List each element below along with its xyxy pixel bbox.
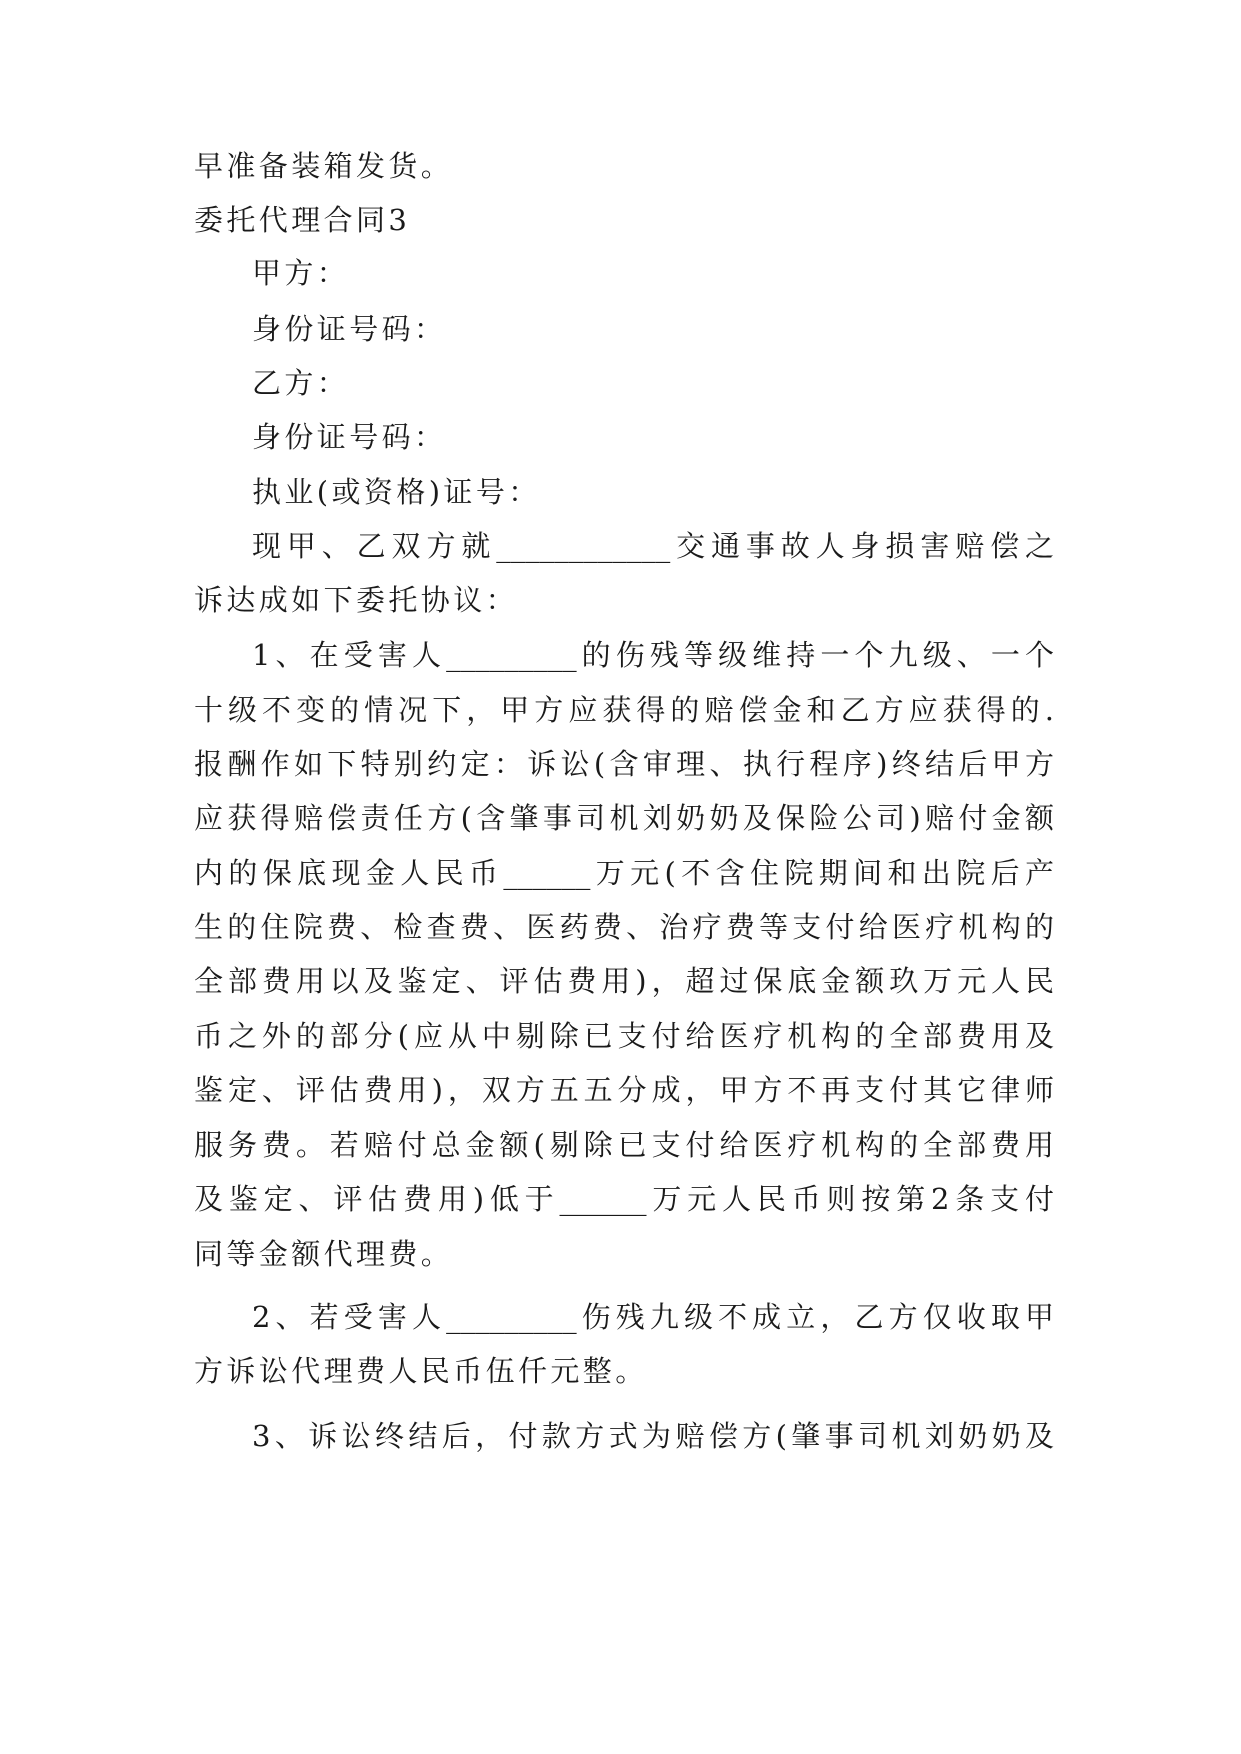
text-line: 3、诉讼终结后，付款方式为赔偿方(肇事司机刘奶奶及 — [252, 1419, 1054, 1453]
party-b-label: 乙方： — [252, 366, 350, 400]
text-line: 币之外的部分(应从中剔除已支付给医疗机构的全部费用及 — [194, 1019, 1054, 1053]
party-a-id-label: 身份证号码： — [252, 312, 447, 346]
text-line: 现甲、乙双方就____________交通事故人身损害赔偿之 — [252, 529, 1054, 563]
text-line: 2、若受害人_________伤残九级不成立，乙方仅收取甲 — [252, 1300, 1054, 1334]
license-number-label: 执业(或资格)证号： — [252, 475, 541, 509]
text-line: 内的保底现金人民币______万元(不含住院期间和出院后产 — [194, 856, 1054, 890]
text-line: 同等金额代理费。 — [194, 1237, 454, 1271]
text-line: 及鉴定、评估费用)低于______万元人民币则按第2条支付 — [194, 1182, 1054, 1216]
text-line: 鉴定、评估费用)，双方五五分成，甲方不再支付其它律师 — [194, 1073, 1054, 1107]
text-line: 应获得赔偿责任方(含肇事司机刘奶奶及保险公司)赔付金额 — [194, 801, 1054, 835]
party-a-label: 甲方： — [252, 256, 350, 290]
text-line: 服务费。若赔付总金额(剔除已支付给医疗机构的全部费用 — [194, 1128, 1054, 1162]
text-line: 十级不变的情况下，甲方应获得的赔偿金和乙方应获得的. — [194, 693, 1054, 727]
text-line: 早准备装箱发货。 — [194, 149, 454, 183]
text-line: 报酬作如下特别约定：诉讼(含审理、执行程序)终结后甲方 — [194, 747, 1054, 781]
text-line: 方诉讼代理费人民币伍仟元整。 — [194, 1354, 648, 1388]
text-line: 生的住院费、检查费、医药费、治疗费等支付给医疗机构的 — [194, 910, 1054, 944]
section-heading: 委托代理合同3 — [194, 203, 411, 237]
party-b-id-label: 身份证号码： — [252, 420, 447, 454]
text-line: 诉达成如下委托协议： — [194, 583, 519, 617]
text-line: 1、在受害人_________的伤残等级维持一个九级、一个 — [252, 638, 1054, 672]
text-line: 全部费用以及鉴定、评估费用)，超过保底金额玖万元人民 — [194, 964, 1054, 998]
